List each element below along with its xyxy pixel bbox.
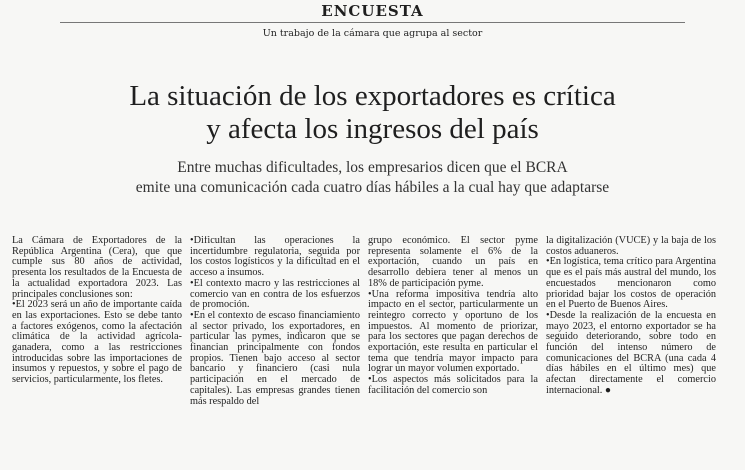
section-title: ENCUESTA bbox=[321, 2, 424, 20]
section-subtitle: Un trabajo de la cámara que agrupa al sector bbox=[262, 28, 483, 39]
article-column-4 bbox=[546, 236, 716, 468]
headline bbox=[40, 80, 705, 146]
article-column-3 bbox=[368, 236, 538, 468]
article-paragraph: grupo económico. El sector pyme representa solamente el 6% de la exportación, cuando un país en desarrollo debiera tener al menos un 18% de participación pyme. bbox=[368, 236, 538, 289]
deck-line-1: Entre muchas dificultades, los empresarios dicen que el BCRA bbox=[177, 159, 568, 176]
headline-line-1: La situación de los exportadores es crítica bbox=[129, 80, 616, 112]
article-paragraph: •Una reforma impositiva tendría alto impacto en el sector, particularmente un reintegro correcto y oportuno de los impuestos. Al momento de priorizar, para los sectores que pagan derechos de exportación, este resulta en particular el tema que tendría mayor impacto para lograr un mayor volumen exportado. bbox=[368, 288, 538, 375]
article-paragraph: la digitalización (VUCE) y la baja de los costos aduaneros. bbox=[546, 236, 716, 257]
article-column-2 bbox=[190, 236, 360, 468]
section-rule bbox=[60, 22, 685, 23]
article-paragraph: •Dificultan las operaciones la incertidumbre regulatoria, seguida por los costos logísticos y la dificultad en el acceso a insumos. bbox=[190, 236, 360, 279]
article-paragraph: •En logística, tema crítico para Argentina que es el país más austral del mundo, los encuestados mencionaron como prioridad bajar los costos de operación en el Puerto de Buenos Aires. bbox=[546, 256, 716, 311]
article-paragraph: •En el contexto de escaso financiamiento al sector privado, los exportadores, en particular las pymes, indicaron que se financian principalmente con fondos propios. Tienen bajo acceso al sector bancario y financiero (casi nula participación en el mercado de capitales). Las empresas grandes tienen más respaldo del bbox=[190, 309, 360, 407]
article-paragraph: •Desde la realización de la encuesta en mayo 2023, el entorno exportador se ha seguido deteriorando, sobre todo en función del intenso número de comunicaciones del BCRA (una cada 4 días hábiles en el último mes) que afectan directamente el comercio internacional. ● bbox=[546, 309, 716, 396]
article-paragraph: La Cámara de Exportadores de la República Argentina (Cera), que que cumple sus 80 años de actividad, presenta los resultados de la Encuesta de la actualidad exportadora 2023. Las principales conclusiones son: bbox=[12, 236, 182, 300]
article-paragraph: •El contexto macro y las restricciones al comercio van en contra de los esfuerzos de promoción. bbox=[190, 277, 360, 311]
article-paragraph: •El 2023 será un año de importante caída en las exportaciones. Esto se debe tanto a factores exógenos, como la afectación climática de la actividad agrícola-ganadera, como a las restricciones introducidas sobre las importaciones de insumos y repuestos, y sobre el pago de servicios, particularmente, los fletes. bbox=[12, 299, 182, 386]
deck bbox=[60, 158, 685, 198]
article-body bbox=[12, 236, 737, 468]
article-column-1 bbox=[12, 236, 182, 468]
deck-line-2: emite una comunicación cada cuatro días hábiles a la cual hay que adaptarse bbox=[135, 179, 610, 196]
article-paragraph: •Los aspectos más solicitados para la facilitación del comercio son bbox=[368, 374, 538, 396]
headline-line-2: y afecta los ingresos del país bbox=[206, 113, 539, 145]
